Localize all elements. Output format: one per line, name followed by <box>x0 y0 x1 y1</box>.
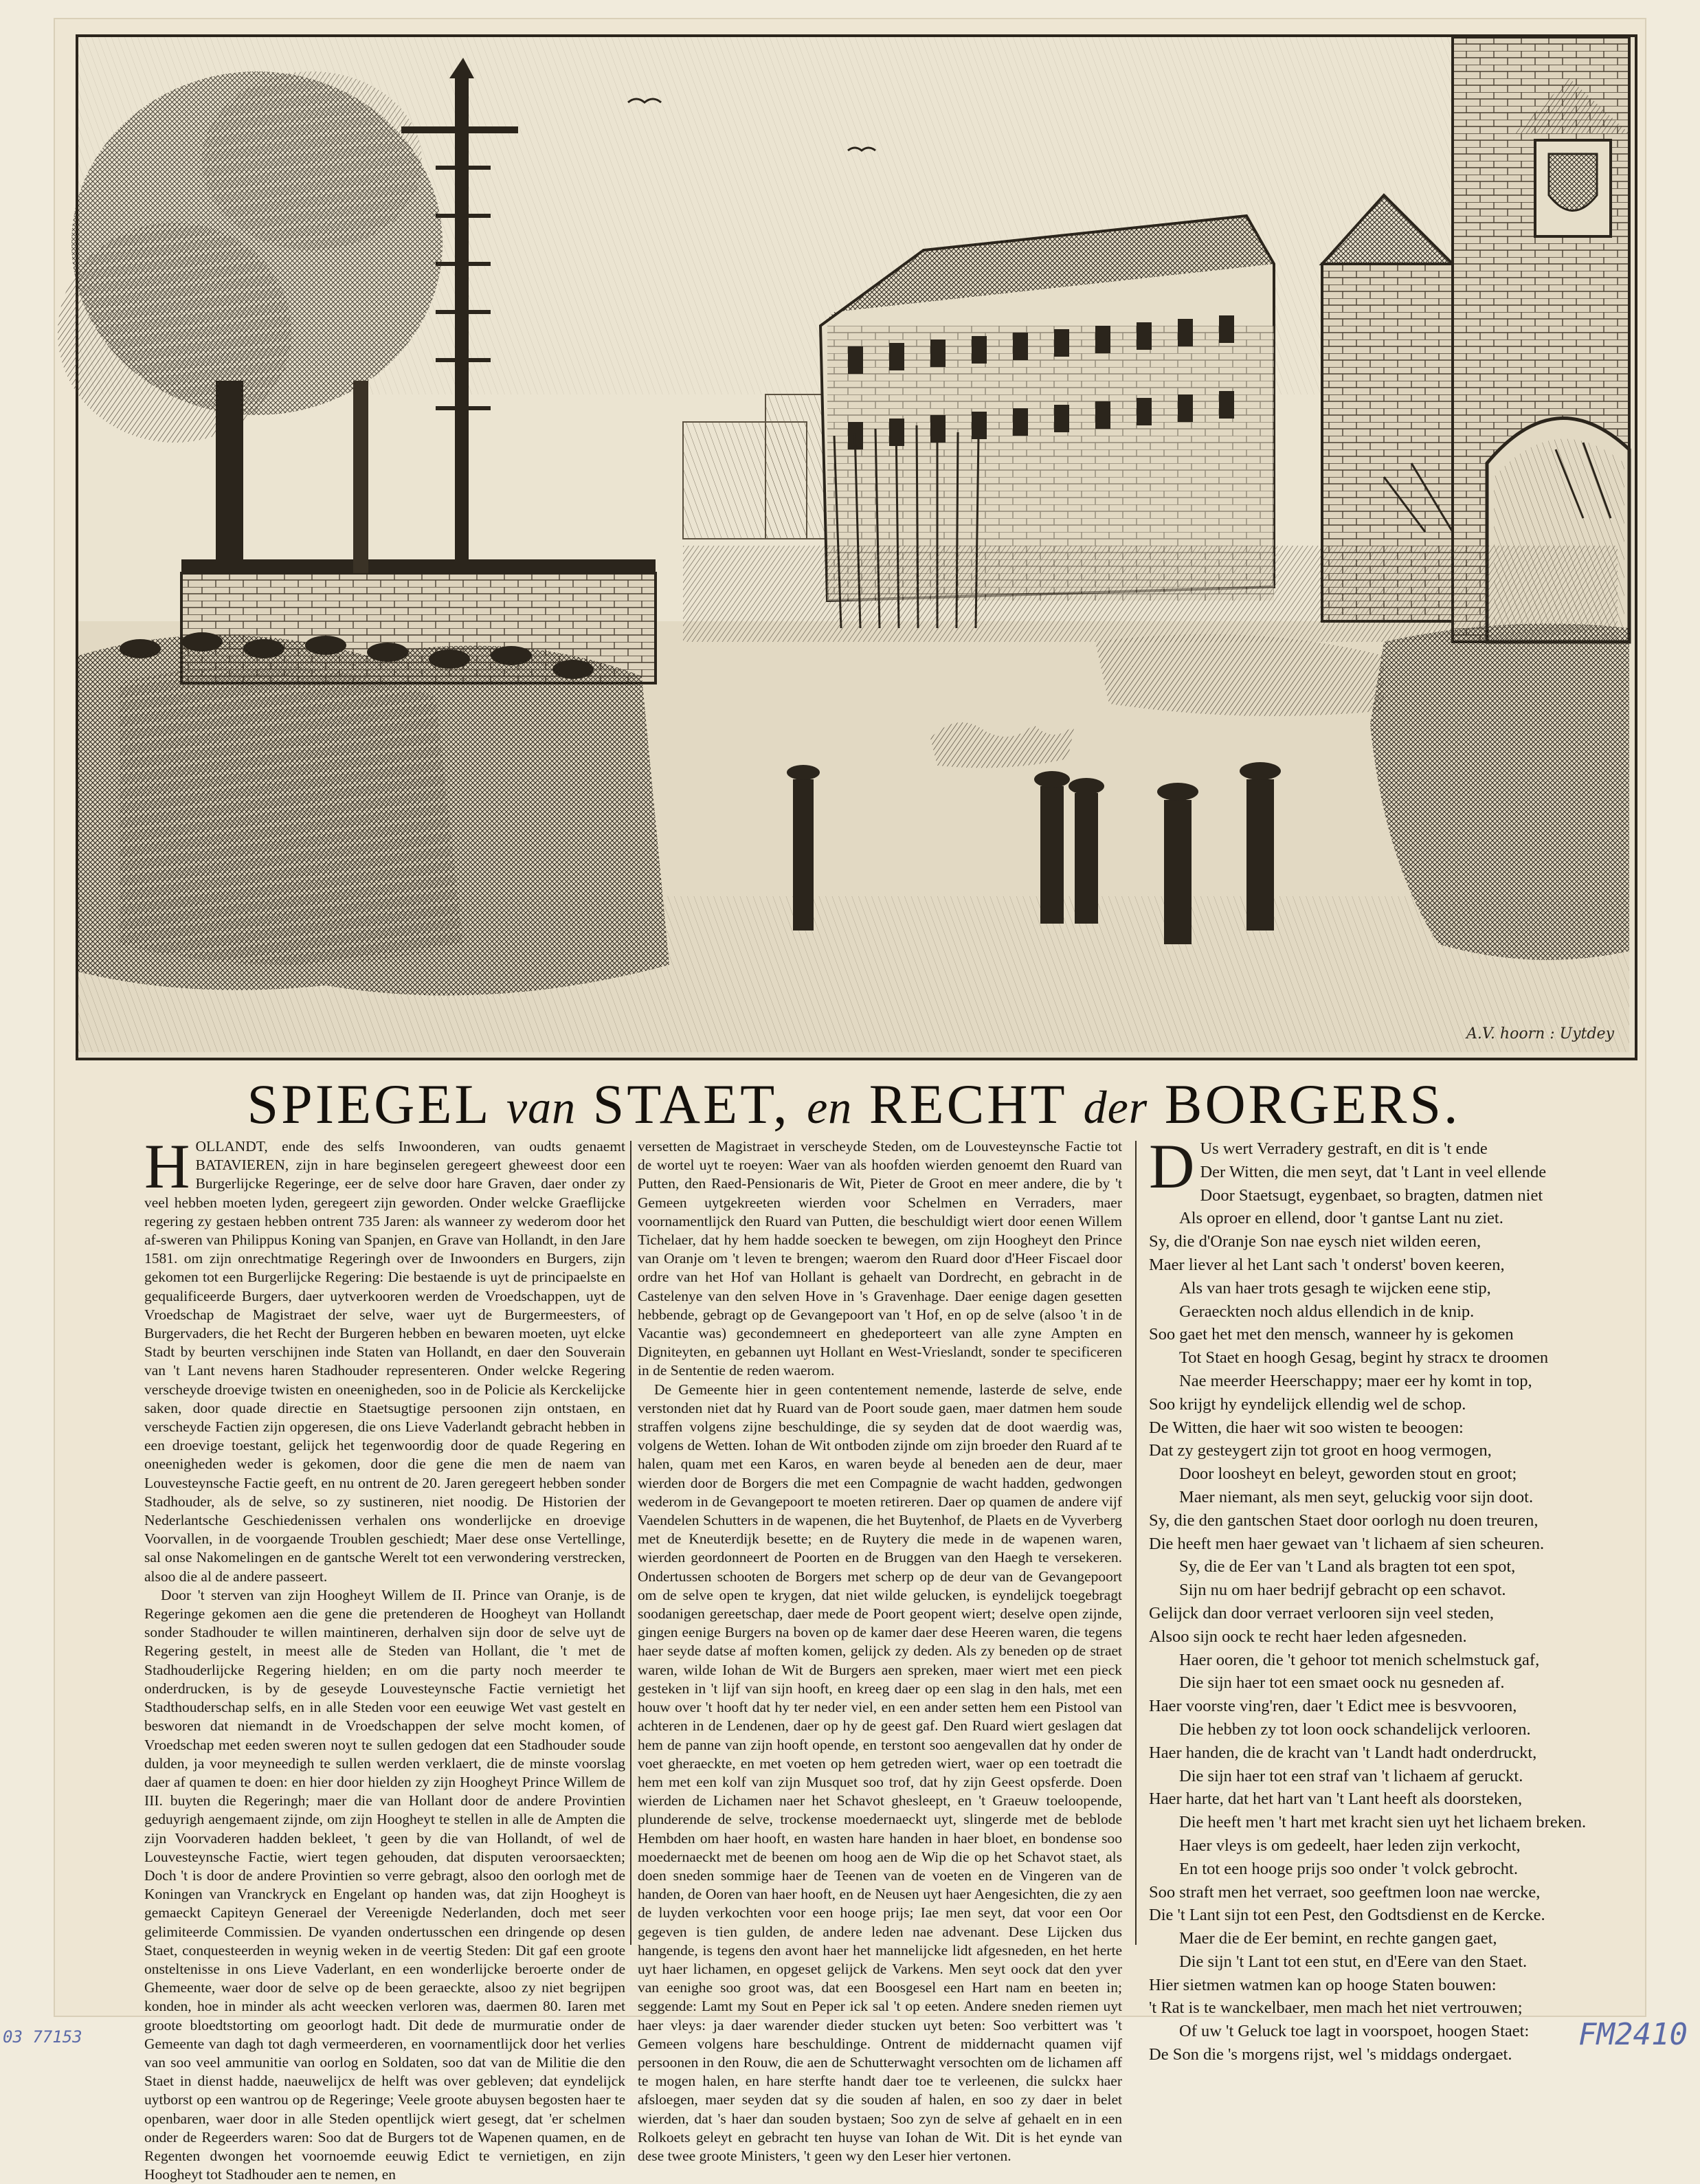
verse-line: Haer ooren, die 't gehoor tot menich schelmstuck gaf, <box>1179 1650 1540 1669</box>
prose-column-1 <box>144 1131 625 2183</box>
paragraph: De Gemeente hier in geen contentement nemende, lasterde de selve, ende verstonden niet dat hy Ruard van de Poort soude gaen, maer datmen hem soude straffen volgens zijne beschuldinge, die sy seyden dat de doot waerdig was, volgens de Wetten. Iohan de Wit ontboden zijnde om zijn broeder den Ruard af te halen, quam met een Karos, en waren beyde al beneden aen de deur, maer wierden door de Borgers die met een Compagnie de wacht hadden, gedwongen wederom in de Gevangepoort te moeten retireren. Daer op quamen de andere vijf Vaendelen Schutters in de wapenen, die het Buytenhof, de Plaets en de Vyverberg met de Kneuterdijk besette; en de Ruytery die mede in de wapenen waren, wierden geordonneert de Poorten en de Bruggen van den Haegh te versekeren. Ondertussen schooten de Borgers met scherp op de deur van de Gevangepoort om de selve open te krygen, dat niet wilde gelucken, is eyndelijck toegebragt soodanigen gereetschap, daer mede de Poort geopent wiert; deselve open zijnde, gingen eenige Burgers na boven op de kamer daer dese Heeren waren, die tegens haer seyde datse af moften komen, gelijck zy deden. Als zy beneden op de straet waren, wilde Iohan de Wit de Burgers aen spreken, maer wiert met een pieck gesteken in 't lijf van sijn hooft, en kreeg daer op een slag in den hals, met een houw over 't hooft dat hy ter neder viel, en een ander setten hem een Pistool van achteren in de Lendenen, daer op hy de geest gaf. Den Ruard wiert geslagen dat hem de panne van zijn hooft opende, en terstont soo aengevallen dat hy onder de voet gheraeckte, en met voeten op hem getreden wiert, waer op een toetradt die hem met een kolf van zijn Musquet soo trof, dat hy zijn Geest opsferde. Doen wierden de Lichamen naer het Schavot ghesleept, en 't Graeuw toeloopende, plunderende de selve, trockense moedernaeckt uyt, slingerde met de beblode Hembden om haer hooft, en wasten hare handen in haer bloet, en bondense soo moedernaeckt met de beenen om hoog aen de Wip die op het Schavot staet, als doen sneden sommige haer de Teenen van de voeten en de Vingeren van de handen, de Ooren van haer hooft, en de Neusen uyt haer Aengesichten, die zy aen de luyden verkochten voor een hooge prijs; Iae men seyt, dat voor een Oor gegeven is tien gulden, de andere leden nae advenant. Dese Lijcken dus hangende, is tegens den avont haer het mannelijcke lidt afgesneden, en het herte uyt haer lichamen, en opgeset gelijck de Varkens. Men seyt oock dat den yver van eenighe soo groot was, dat een Boosgesel een Hart nam en beeten in; seggende: Lamt my Sout en Peper ick sal 't op eeten. Andere sneden riemen uyt haer vleys: ja daer warender dieder stucken uyt beten: Soo verbittert was 't Gemeen volgens hare beschuldinge. Ontrent de middernacht quamen vijf persoonen in den Rouw, die aen de Schutterwaght versochten om de lichamen aff te mogen halen, en hare sterfte handt daer toe te verleenen, die sulckx haer afsloegen, maer seyden dat sy die souden af halen, en soo zy daer in belet wierden, dat 's haer dan souden bystaen; Soo zyn de selve af gehaelt en in een Rolkoets geleyt en gebracht ten huyse van Iohan de Wit. Dit is het eynde van dese twee groote Ministers, 't geen wy den Leser hier vertonen. <box>638 1381 1122 2164</box>
verse-column <box>1149 1131 1592 2064</box>
verse-line: Nae meerder Heerschappy; maer eer hy komt in top, <box>1179 1371 1532 1390</box>
verse-line: De Witten, die haer wit soo wisten te beoogen: <box>1149 1418 1464 1437</box>
verse-line: Der Witten, die men seyt, dat 't Lant in veel ellende <box>1200 1162 1547 1181</box>
verse-line: Soo straft men het verraet, soo geeftmen loon nae wercke, <box>1149 1882 1541 1902</box>
verse-line: Die sijn haer tot een smaet oock nu gesneden af. <box>1179 1673 1505 1693</box>
column-divider <box>630 1141 631 1945</box>
verse-line: De Son die 's morgens rijst, wel 's middags ondergaet. <box>1149 2045 1512 2064</box>
page-title <box>76 1072 1632 1137</box>
dropcap: H <box>144 1131 190 1201</box>
verse-line: Maer die de Eer bemint, en rechte gangen gaet, <box>1179 1929 1497 1948</box>
verse-line: 't Rat is te wanckelbaer, men mach het niet vertrouwen; <box>1149 1998 1523 2018</box>
verse-line: Sy, die den gantschen Staet door oorlogh nu doen treuren, <box>1149 1511 1539 1530</box>
verse-line: Us wert Verradery gestraft, en dit is 't ende <box>1200 1139 1488 1158</box>
verse-line: Gelijck dan door verraet verlooren sijn veel steden, <box>1149 1603 1495 1623</box>
title-word: van <box>506 1081 577 1133</box>
verse-line: Door loosheyt en beleyt, geworden stout en groot; <box>1179 1464 1517 1484</box>
inventory-number: 03 77153 <box>3 2027 82 2047</box>
column-divider <box>1135 1141 1137 1945</box>
verse-line: Tot Staet en hoogh Gesag, begint hy stracx te droomen <box>1179 1348 1549 1368</box>
verse-line: Maer liever al het Lant sach 't onderst' boven keeren, <box>1149 1255 1505 1274</box>
title-word: RECHT <box>869 1073 1067 1135</box>
verse-line: Sijn nu om haer bedrijf gebracht op een schavot. <box>1179 1581 1506 1600</box>
verse-line: Die hebben zy tot loon oock schandelijck verlooren. <box>1179 1719 1531 1739</box>
title-word: BORGERS. <box>1164 1073 1461 1135</box>
verse-line: Alsoo sijn oock te recht haer leden afgesneden. <box>1149 1627 1467 1646</box>
verse-line: Soo krijgt hy eyndelijck ellendig wel de schop. <box>1149 1394 1466 1414</box>
verse-line: Geraeckten noch aldus ellendich in de knip. <box>1179 1302 1475 1321</box>
verse-line: Die heeft men haer gewaet van 't lichaem af sien scheuren. <box>1149 1534 1545 1553</box>
verse-line: Als van haer trots gesagh te wijcken eene stip, <box>1179 1278 1491 1297</box>
verse-line: Haer vleys is om gedeelt, haer leden zijn verkocht, <box>1179 1836 1521 1855</box>
engraving-scene <box>78 37 1629 1052</box>
verse-line: Of uw 't Geluck toe lagt in voorspoet, hoogen Staet: <box>1179 2022 1530 2041</box>
verse-line: Die sijn haer tot een straf van 't lichaem af geruckt. <box>1179 1766 1523 1785</box>
verse-line: Maer niemant, als men seyt, geluckig voor sijn doot. <box>1179 1487 1534 1506</box>
verse-line: Sy, die d'Oranje Son nae eysch niet wilden eeren, <box>1149 1232 1481 1251</box>
verse-line: Sy, die de Eer van 't Land als bragten tot een spot, <box>1179 1557 1516 1576</box>
verse-lines <box>1149 1131 1592 2066</box>
verse-line: Als oproer en ellend, door 't gantse Lant nu ziet. <box>1179 1209 1503 1228</box>
dropcap: D <box>1149 1131 1195 1201</box>
engraver-signature: A.V. hoorn : Uytdey <box>1466 1025 1614 1043</box>
engraving-illustration <box>76 34 1637 1060</box>
paragraph: OLLANDT, ende des selfs Inwoonderen, van oudts genaemt BATAVIEREN, zijn in hare beginselen geregeert gheweest door een Burgerlijcke Regeringe, eer de selve door hare Graven, daer onder zy veel hebben moeten lyden, geregeert zijn geworden. Onder welcke Graeflijcke regering zy gestaen hebben ontrent 735 Jaren: als wanneer zy wederom door het af-sweren van Philippus Koning van Spanjen, en Grave van Hollandt, in den Jare 1581. om zijn onrechtmatige Regeringh over de Inwoonders en Burgers, zijn gekomen tot een Burgerlijcke Regering: Die bestaende is uyt de principaelste en gequalificeerde Burgers, daer uytverkooren werden de Vroedschappen, uyt de Vroedschap de Magistraet der selve, waer uyt de Burgermeesters, of Burgervaders, die het Recht der Burgeren hebben en bewaren moeten, uyt elcke Stadt by beurten verschijnen inde Staten van Hollandt, en daer den Souverain van 't Lant nevens haren Stadhouder representeren. Onder welcke Regering verscheyde droevige twisten en oneenigheden, soo in de Policie als Kerckelijcke saken, door quade directie en Staetsugtige persoonen zijn ontstaen, en verscheyde Factien zijn opgeresen, die ons Lieve Vaderlandt gebracht hebben in een droevige toestant, gelijck het tegenwoordig door de quade Regering en oneenigheden weder is gekomen, door die gene die men de naem van Louvesteynsche Factie geeft, en nu ontrent de 20. Jaren geregeert hebben sonder Stadhouder, als de selve, so zy sustineren, niet noodig. De Historien der Nederlantsche Geschiedenissen verhalen ons wonderlijcke en droevige Voorvallen, in de voorgaende Troublen geschiedt; Maer dese onse Vertellinge, sal onse Nakomelingen en de gantsche Werelt tot een verwondering verstrecken, alsoo die al de andere passeert. <box>144 1138 625 1585</box>
title-word: STAET, <box>592 1073 790 1135</box>
title-word: en <box>807 1081 853 1133</box>
verse-line: Door Staetsugt, eygenbaet, so bragten, datmen niet <box>1200 1185 1543 1205</box>
verse-line: Haer harte, dat het hart van 't Lant heeft als doorsteken, <box>1149 1790 1523 1809</box>
verse-line: Die heeft men 't hart met kracht sien uyt het lichaem breken. <box>1179 1813 1587 1832</box>
title-word: SPIEGEL <box>247 1073 490 1135</box>
verse-line: Haer handen, die de kracht van 't Landt hadt onderdruckt, <box>1149 1743 1537 1762</box>
verse-line: Die 't Lant sijn tot een Pest, den Godtsdienst en de Kercke. <box>1149 1906 1545 1925</box>
verse-line: Hier sietmen watmen kan op hooge Staten bouwen: <box>1149 1975 1497 1994</box>
catalog-number: FM2410 <box>1578 2017 1688 2052</box>
verse-line: En tot een hooge prijs soo onder 't volck gebrocht. <box>1179 1859 1518 1878</box>
verse-line: Haer voorste ving'ren, daer 't Edict mee is besvvooren, <box>1149 1697 1517 1716</box>
verse-line: Die sijn 't Lant tot een stut, en d'Eere van den Staet. <box>1179 1952 1528 1971</box>
verse-line: Soo gaet het met den mensch, wanneer hy is gekomen <box>1149 1325 1514 1344</box>
coat-of-arms-icon <box>1535 140 1611 236</box>
paragraph: versetten de Magistraet in verscheyde Steden, om de Louvesteynsche Factie tot de wortel uyt te roeyen: Waer van als hoofden wierden genoemt den Ruard van Putten, den Raed-Pensionaris de Wit, Pieter de Groot en meer andere, die by 't Gemeen uytgekreeten wierden voor Schelmen en Verraders, maer voornamentlijck den Ruard van Putten, die beschuldigt wiert door eenen Willem Tichelaer, dat hy hem hadde soecken te bewegen, om zijn Hoogheyt den Prince van Oranje om 't leven te brengen; waerom den Ruard door d'Heer Fiscael door ordre van het Hof van Hollant is gehaelt van Dordrecht, en gebracht in de Castelenye van den selven Hove in 's Gravenhage. Daer eenige dagen gesetten hebbende, gebragt op de Gevangepoort van 't Hof, en op de selve (alsoo 't in de Vacantie was) gecondemneert en ghedeporteert van alle zyne Ampten en Digniteyten, en gebannen uyt Hollant en West-Vrieslandt, sonder te specificeren in de Sententie de reden waerom. <box>638 1138 1122 1379</box>
verse-line: Dat zy gesteygert zijn tot groot en hoog vermogen, <box>1149 1441 1492 1460</box>
title-word: der <box>1083 1081 1148 1133</box>
prose-column-2 <box>638 1137 1122 2164</box>
paragraph: Door 't sterven van zijn Hoogheyt Willem de II. Prince van Oranje, is de Regeringe gekomen aen die gene die pretenderen de Hoogheyt van Hollandt sonder Stadhouder te willen maintineren, derhalven sijn door de selve uyt de Regering gestelt, in meest alle de Steden van Hollant, die 't met de Stadhouderlijcke Regering hielden; en om die party noch meerder te onderdrucken, is by de geseyde Louvesteynsche Factie vernietigt het Stadthouderschap selfs, en in alle Steden voor een eeuwige Wet vast gestelt en besworen dat niemandt in de Vroedschappen der selve mocht komen, of Vroedschap met eeden sweren noyt te sullen gedogen dat een Stadhouder soude dulden, ja voor meyneedigh te sullen werden verklaert, die de minste voorslag daer af quamen te doen: en hier door hielden zy zijn Hoogheyt Prince Willem de III. buyten die Regeringh; maer die van Hollant door de andere Provintien geduyrigh aengemaent zijnde, om zijn Hoogheyt te stellen in alle de Ampten die zijn Voorvaderen hadden bekleet, 't geen by die van Hollandt, of wel de Louvesteynsche Factie, wiert tegen gehouden, dat disputen veroorsaeckten; Doch 't is door de andere Provintien so verre gebragt, alsoo den oorlogh met de Koningen van Vranckryck en Engelant op handen was, dat zijn Hoogheyt is gemaeckt Capiteyn Generael der Vereenigde Nederlanden, doch met seer gelimiteerde Commissien. De vyanden ondertusschen een dringende op desen Staet, conquesteerden in weynig weken in de veertig Steden: Dit gaf een groote onsteltenisse in ons Lieve Vaderlant, en een wonderlijcke beroerte onder de Ghemeente, waer door de selve op de been geraeckte, alsoo zy niet begrijpen konden, hoe in minder als acht weecken verloren was, daermen 80. Iaren met groote bloedtstorting om geoorlogt hadt. Dit dede de murmuratie onder de Gemeente van dagh tot dagh vermeerderen, en voornamentlijck door het verlies van soo veel ammunitie van oorlog en Soldaten, soo dat van de Militie die den Staet in dienst hadde, naeuwelijcx de helft was over gebleven; dat eyndelijck uytborst op een wantrou op de Regeringe; Veele groote abuysen begosten haer te openbaren, waer door in alle Steden opentlijck wiert gesegt, dat 'er schelmen onder de Regeerders waren: Soo dat de Burgers tot de Wapenen quamen, en de Regenten dwongen het voornoemde eeuwig Edict te vernietigen, en zijn Hoogheyt tot Stadhouder aen te nemen, en <box>144 1586 625 2183</box>
